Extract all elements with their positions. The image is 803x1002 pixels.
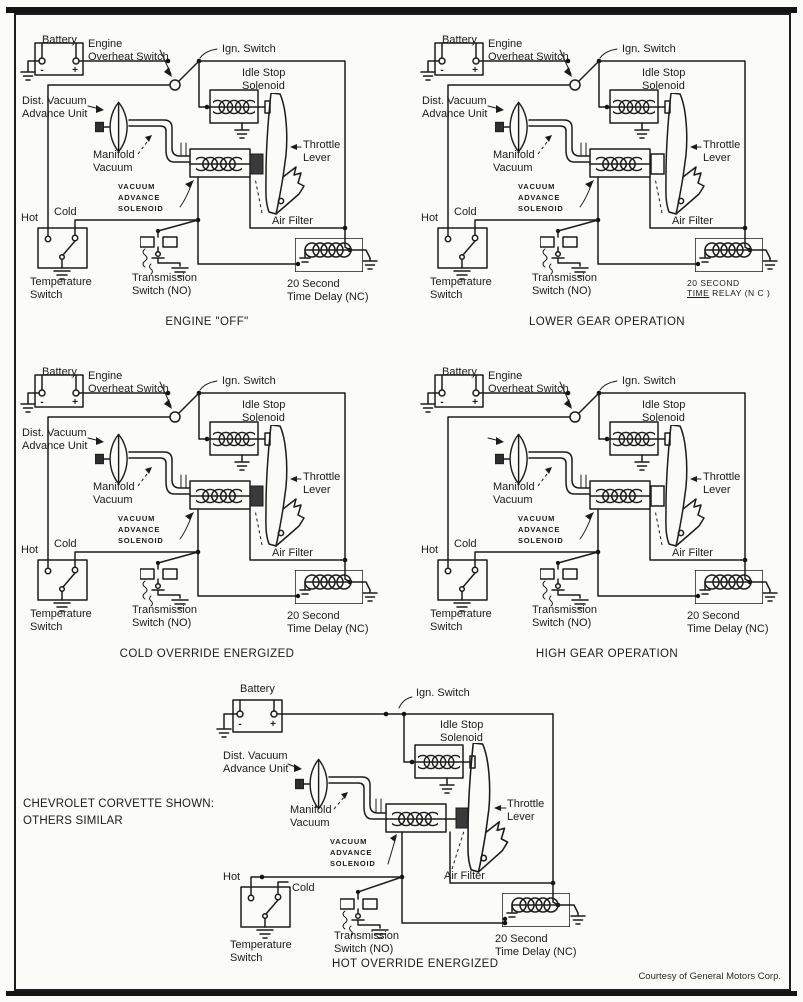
line2: Solenoid [642,412,685,425]
line1: Throttle [303,471,341,483]
battery-plus: + [472,65,478,76]
panel-high-gear [414,346,800,676]
line2: Overheat Switch [88,51,169,64]
label-temperature-switch [430,276,492,303]
bottom-rule [6,991,797,996]
line3: SOLENOID [518,203,564,213]
line1: VACUUM [330,837,368,846]
note-chevrolet-corvette [23,796,214,829]
line3: SOLENOID [118,535,164,545]
line1: Dist. Vacuum [223,750,288,762]
label-air-filter: Air Filter [444,870,485,882]
label-engine-overheat-switch [88,38,169,65]
label-throttle-lever [703,471,740,498]
line1: Idle Stop [642,399,686,411]
line1: Temperature [30,276,92,288]
panel-hot-override [200,680,800,985]
line2: Solenoid [642,80,685,93]
solenoid-plunger-block [651,486,664,506]
circuit-art [414,346,800,646]
line2: Switch (NO) [334,943,394,956]
line2: Switch (NO) [132,285,192,298]
panel-caption: COLD OVERRIDE ENERGIZED [119,648,295,660]
label-transmission-switch [334,930,399,957]
line1: Transmission [532,604,597,616]
line2: Lever [303,152,331,165]
circuit-art [14,346,400,646]
label-dist-vacuum-advance-unit [22,427,87,454]
label-time-delay [287,610,369,637]
label-dist-vacuum-advance-unit [22,95,87,122]
label-idle-stop-solenoid [242,67,285,94]
panel-lower-gear [414,14,800,344]
label-vacuum-advance-solenoid [118,182,164,215]
label-transmission-switch [532,272,597,299]
label-air-filter: Air Filter [672,215,713,227]
line1: 20 Second [287,610,340,622]
line2: Vacuum [493,494,533,507]
label-battery: Battery [442,34,477,46]
label-idle-stop-solenoid [642,399,685,426]
line1: VACUUM [518,514,556,523]
label-cold: Cold [292,882,315,894]
line1: Transmission [132,604,197,616]
line2: Switch (NO) [532,617,592,630]
battery-minus: - [440,65,444,76]
line2: ADVANCE [518,524,561,534]
line3: SOLENOID [330,858,376,868]
line2: Time Delay (NC) [495,946,577,959]
line1: Transmission [334,930,399,942]
line1: Engine [488,38,523,50]
label-ignition-switch: Ign. Switch [222,375,276,387]
label-transmission-switch [132,272,197,299]
label-vacuum-advance-solenoid [118,514,164,547]
label-engine-overheat-switch [88,370,169,397]
label-battery: Battery [42,366,77,378]
line1: Throttle [303,139,341,151]
line2: ADVANCE [330,847,373,857]
panel-caption: ENGINE "OFF" [165,316,249,328]
line2: Vacuum [493,162,533,175]
line2: Solenoid [242,412,285,425]
label-dist-vacuum-advance-unit [223,750,288,777]
label-time-delay [687,610,769,637]
line2 [687,288,770,298]
solenoid-plunger-block [651,154,664,174]
line2: Vacuum [290,817,330,830]
label-vacuum-advance-solenoid [330,837,376,870]
line2: Overheat Switch [488,51,569,64]
line1: Temperature [430,608,492,620]
label-hot: Hot [421,212,439,224]
line2: Advance Unit [223,763,289,776]
label-hot: Hot [223,871,241,883]
line1: Idle Stop [440,719,484,731]
label-battery: Battery [42,34,77,46]
label-manifold-vacuum [290,804,332,831]
label-ignition-switch: Ign. Switch [416,687,470,699]
line1: Dist. Vacuum [422,95,487,107]
label-ignition-switch: Ign. Switch [222,43,276,55]
label-idle-stop-solenoid [440,719,483,746]
line2: Advance Unit [22,440,88,453]
line1: Throttle [703,139,741,151]
line1: VACUUM [518,182,556,191]
panel-cold-override [14,346,400,676]
battery-plus: + [72,65,78,76]
line1: Throttle [703,471,741,483]
line2: Advance Unit [22,108,88,121]
line3: SOLENOID [118,203,164,213]
line2: Switch [430,621,463,634]
panel-caption: HOT OVERRIDE ENERGIZED [332,958,499,970]
label-hot: Hot [421,544,439,556]
label-transmission-switch [532,604,597,631]
line1: Idle Stop [242,67,286,79]
battery-plus: + [72,397,78,408]
line2: Switch [230,952,263,965]
line1: VACUUM [118,514,156,523]
line2: Vacuum [93,162,133,175]
panel-caption: HIGH GEAR OPERATION [535,648,679,660]
line2: Advance Unit [422,108,488,121]
line2: OTHERS SIMILAR [23,814,123,827]
label-engine-overheat-switch [488,370,569,397]
line1: Manifold [290,804,332,816]
line2: ADVANCE [118,524,161,534]
line1: 20 Second [495,933,548,945]
line2: Switch [30,289,63,302]
line1: Engine [488,370,523,382]
line2: Solenoid [440,732,483,745]
line2: Time Delay (NC) [687,623,769,636]
label-temperature-switch [30,608,92,635]
label-air-filter: Air Filter [272,215,313,227]
label-time-delay [287,278,369,305]
label-battery: Battery [240,683,275,695]
circuit-art [14,14,400,314]
label-ignition-switch: Ign. Switch [622,43,676,55]
line2: ADVANCE [118,192,161,202]
label-temperature-switch [230,939,292,966]
line1: Transmission [532,272,597,284]
battery-minus: - [440,397,444,408]
line2: Lever [507,811,535,824]
label-throttle-lever [703,139,740,166]
label-manifold-vacuum [493,481,535,508]
line1: Manifold [93,149,135,161]
line1: Engine [88,38,123,50]
battery-minus: - [238,719,242,730]
line1: Temperature [430,276,492,288]
label-cold: Cold [454,538,477,550]
label-cold: Cold [454,206,477,218]
relay-rest: RELAY (N C ) [709,288,771,299]
credit-line: Courtesy of General Motors Corp. [638,971,781,982]
label-vacuum-advance-solenoid [518,514,564,547]
battery-plus: + [270,719,276,730]
line2: Switch (NO) [132,617,192,630]
circuit-art [414,14,800,314]
label-cold: Cold [54,206,77,218]
line1: CHEVROLET CORVETTE SHOWN: [23,798,215,810]
label-battery: Battery [442,366,477,378]
line2: Lever [303,484,331,497]
label-cold: Cold [54,538,77,550]
label-idle-stop-solenoid [242,399,285,426]
line2: Lever [703,152,731,165]
line2: Time Delay (NC) [287,623,369,636]
line1: 20 Second [687,610,740,622]
line1: Throttle [507,798,545,810]
label-idle-stop-solenoid [642,67,685,94]
label-air-filter: Air Filter [272,547,313,559]
line1: Manifold [493,149,535,161]
line2: Switch (NO) [532,285,592,298]
line1: Manifold [93,481,135,493]
line2: ADVANCE [518,192,561,202]
label-throttle-lever [303,139,340,166]
label-manifold-vacuum [93,149,135,176]
label-throttle-lever [507,798,544,825]
air-filter-block [250,486,263,506]
line1: Manifold [493,481,535,493]
line2: Overheat Switch [488,383,569,396]
air-filter-block [250,154,263,174]
line1: VACUUM [118,182,156,191]
label-hot: Hot [21,212,39,224]
label-manifold-vacuum [93,481,135,508]
line1: Dist. Vacuum [22,95,87,107]
label-transmission-switch [132,604,197,631]
battery-minus: - [40,397,44,408]
line1: Transmission [132,272,197,284]
underlined-time: TIME [687,288,710,299]
line2: Overheat Switch [88,383,169,396]
line1: Idle Stop [642,67,686,79]
label-throttle-lever [303,471,340,498]
label-ignition-switch: Ign. Switch [622,375,676,387]
label-engine-overheat-switch [488,38,569,65]
label-manifold-vacuum [493,149,535,176]
label-temperature-switch [430,608,492,635]
panel-engine-off [14,14,400,344]
label-hot: Hot [21,544,39,556]
line1: Engine [88,370,123,382]
line1: Dist. Vacuum [22,427,87,439]
line2: Switch [430,289,463,302]
line2: Solenoid [242,80,285,93]
line2: Switch [30,621,63,634]
battery-plus: + [472,397,478,408]
label-time-relay [687,278,770,299]
line1: Idle Stop [242,399,286,411]
label-air-filter: Air Filter [672,547,713,559]
line3: SOLENOID [518,535,564,545]
battery-minus: - [40,65,44,76]
label-time-delay [495,933,577,960]
line1: 20 SECOND [687,278,740,288]
panel-caption: LOWER GEAR OPERATION [528,316,686,328]
line1: Temperature [30,608,92,620]
line2: Time Delay (NC) [287,291,369,304]
line1: Temperature [230,939,292,951]
label-dist-vacuum-advance-unit [422,95,487,122]
line2: Lever [703,484,731,497]
label-temperature-switch [30,276,92,303]
line2: Vacuum [93,494,133,507]
label-vacuum-advance-solenoid [518,182,564,215]
line1: 20 Second [287,278,340,290]
